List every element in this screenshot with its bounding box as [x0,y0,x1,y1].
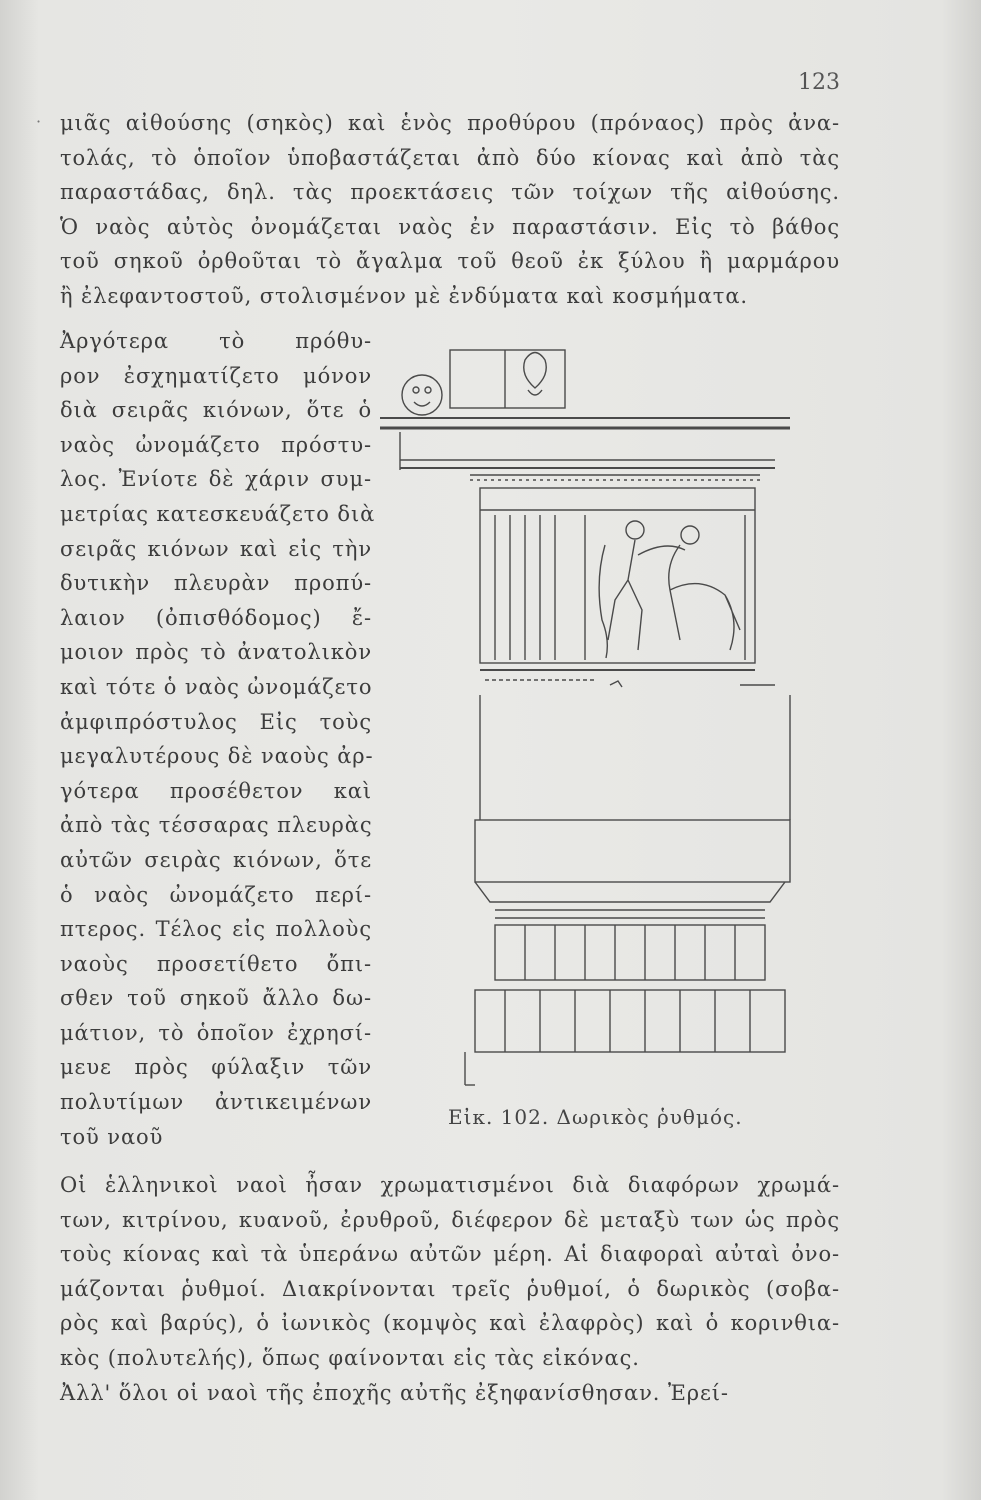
left-column-paragraph [60,324,376,1154]
text-line: λος. Ἐνίοτε δὲ χάριν συμ- [60,467,372,492]
text-line: ναοὺς προσετίθετο ὄπι- [60,951,372,976]
text-line: τοῦ ναοῦ [60,1124,164,1149]
text-line: μιᾶς αἰθούσης (σηκὸς) καὶ ἑνὸς προθύρου (πρόναος) πρὸς ἀνα- [60,111,840,135]
top-paragraph [60,106,840,314]
page-number: 123 [798,70,840,95]
text-line: μετρίας κατεσκευάζετο διὰ [60,501,376,526]
cornice-drawing [380,350,790,480]
text-line: μεγαλυτέρους δὲ ναοὺς ἀρ- [60,744,374,769]
text-line: ναὸς ὠνομάζετο πρόστυ- [60,432,372,457]
text-line: ἀπὸ τὰς τέσσαρας πλευρὰς [60,813,373,838]
text-line: μοιον πρὸς τὸ ἀνατολικὸν [60,640,372,665]
text-line: μάζονται ῥυθμοί. Διακρίνονται τρεῖς ῥυθμοί, ὁ δωρικὸς (σοβα- [60,1276,840,1301]
text-line: τοῦ σηκοῦ ὀρθοῦται τὸ ἄγαλμα τοῦ θεοῦ ἐκ ξύλου ἢ μαρμάρου [60,249,840,274]
text-line: λαιον (ὀπισθόδομος) ἔ- [60,605,372,630]
text-line: των, κιτρίνου, κυανοῦ, ἐρυθροῦ, διέφερον δὲ μεταξὺ των ὡς πρὸς [60,1207,840,1232]
text-line: ρον ἐσχηματίζετο μόνον [60,363,372,388]
margin-mark: · [36,112,42,131]
frieze-drawing [480,488,775,687]
text-line: πολυτίμων ἀντικειμένων [60,1090,372,1115]
text-line: τοὺς κίονας καὶ τὰ ὑπεράνω αὐτῶν μέρη. Αἱ διαφοραὶ αὐταὶ ὀνο- [60,1242,840,1267]
text-line: Ἀλλ' ὅλοι οἱ ναοὶ τῆς ἐποχῆς αὐτῆς ἐξηφανίσθησαν. Ἐρεί- [60,1380,729,1405]
text-line: ἢ ἐλεφαντοστοῦ, στολισμένον μὲ ἐνδύματα καὶ κοσμήματα. [60,283,748,308]
text-line: διὰ σειρᾶς κιόνων, ὅτε ὁ [60,398,372,423]
text-line: Ὁ ναὸς αὐτὸς ὀνομάζεται ναὸς ἐν παραστάσιν. Εἰς τὸ βάθος [60,214,840,239]
text-line: ρὸς καὶ βαρύς), ὁ ἰωνικὸς (κομψὸς καὶ ἐλαφρὸς) καὶ ὁ κορινθια- [60,1311,840,1336]
text-line: παραστάδας, δηλ. τὰς προεκτάσεις τῶν τοίχων τῆς αἰθούσης. [60,180,840,205]
text-line: μευε πρὸς φύλαξιν τῶν [60,1055,372,1080]
figure-caption: Εἰκ. 102. Δωρικὸς ῥυθμός. [448,1105,743,1129]
text-line: Ἀργότερα τὸ πρόθυ- [60,329,372,353]
doric-order-illustration [380,340,800,1100]
text-line: καὶ τότε ὁ ναὸς ὠνομάζετο [60,674,373,699]
text-line: κὸς (πολυτελής), ὅπως φαίνονται εἰς τὰς εἰκόνας. [60,1345,640,1370]
text-line: μάτιον, τὸ ὁποῖον ἐχρησί- [60,1020,372,1045]
column-drawing [465,695,790,1085]
text-line: σθεν τοῦ σηκοῦ ἄλλο δω- [60,986,372,1011]
text-line: αὐτῶν σειρὰς κιόνων, ὅτε [60,847,372,872]
text-line: ὁ ναὸς ὠνομάζετο περί- [60,882,372,907]
text-line: τολάς, τὸ ὁποῖον ὑποβαστάζεται ἀπὸ δύο κίονας καὶ ἀπὸ τὰς [60,145,840,170]
text-line: Οἱ ἑλληνικοὶ ναοὶ ἦσαν χρωματισμένοι διὰ διαφόρων χρωμά- [60,1173,840,1197]
text-line: ἀμφιπρόστυλος Εἰς τοὺς [60,709,372,734]
bottom-paragraph [60,1168,840,1410]
text-line: δυτικὴν πλευρὰν προπύ- [60,571,372,596]
text-line: σειρᾶς κιόνων καὶ εἰς τὴν [60,536,372,561]
text-line: πτερος. Τέλος εἰς πολλοὺς [60,917,372,942]
text-line: γότερα προσέθετον καὶ [60,778,372,803]
